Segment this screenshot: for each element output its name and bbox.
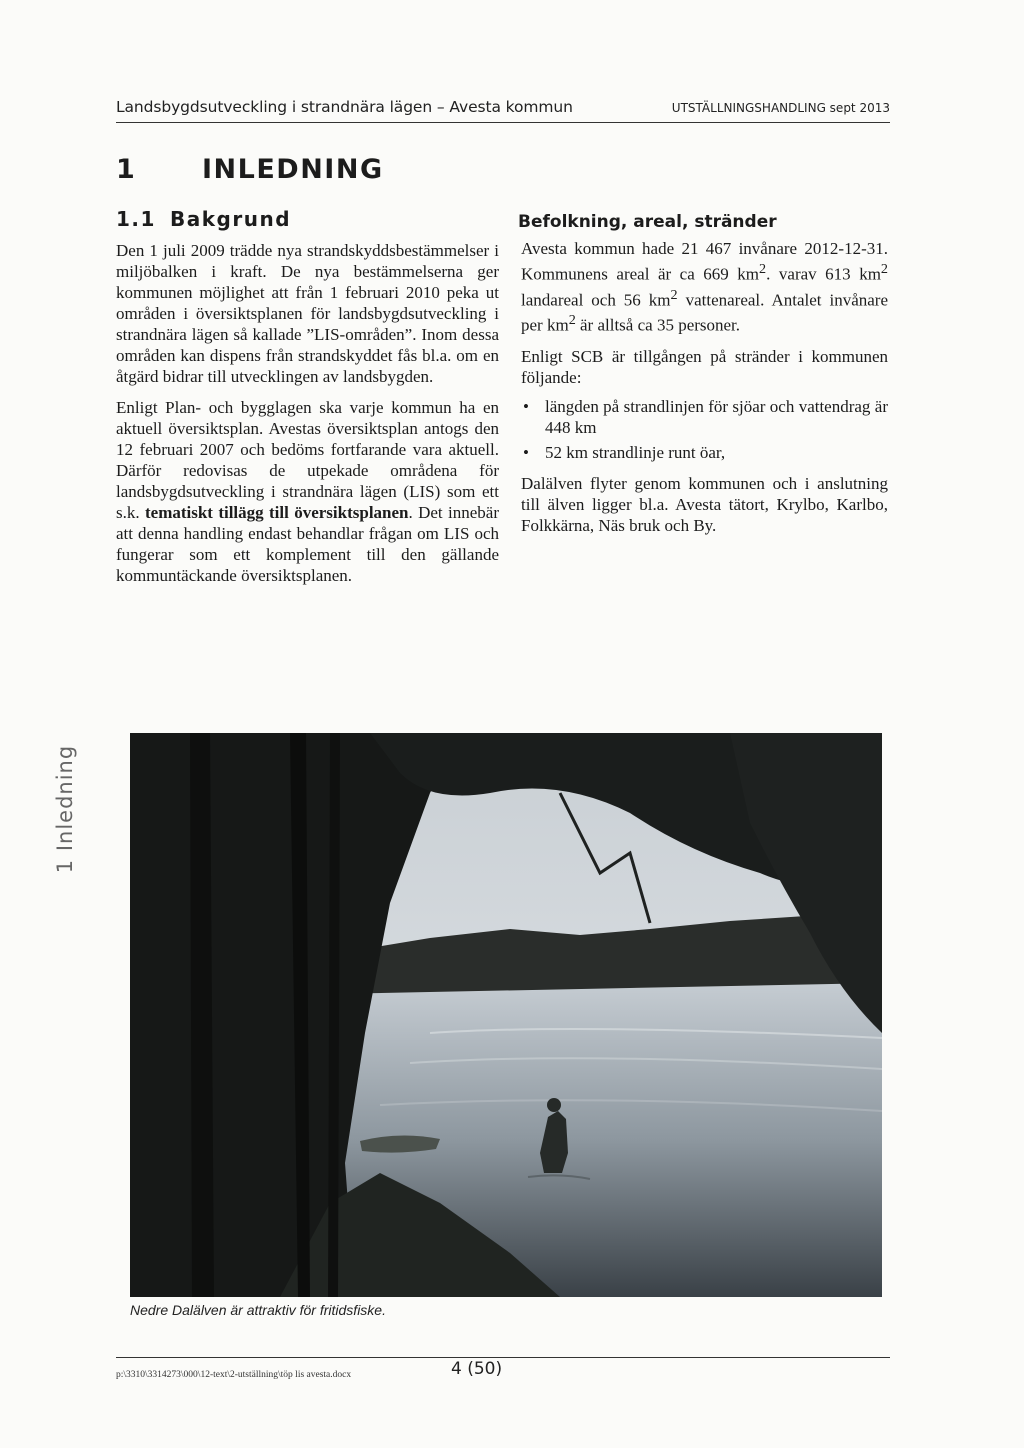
dalalven-paragraph: Dalälven flyter genom kommunen och i anslutning till älven ligger bl.a. Avesta tätort, Krylbo, Karlbo, Folkkärna, Näs bruk och By. [521,473,888,535]
section-heading [116,207,291,231]
superscript-2: 2 [670,286,678,303]
paragraph-2-emphasis: tematiskt tillägg till översiktsplanen [144,503,409,522]
population-text-a: Avesta kommun hade 21 467 invånare 2012-12-31. Kommunens areal är ca 669 km [521,239,888,284]
list-item-text: längden på strandlinjen för sjöar och vattendrag är 448 km [545,396,888,437]
section-title: Bakgrund [170,207,292,231]
chapter-number: 1 [116,154,137,185]
paragraph-2-text-b: . Det innebär att denna handling endast behandlar frågan om LIS och fungerar som ett komplement till den gällande kommuntäckande översiktsplanen. [116,503,499,585]
superscript-2: 2 [880,261,888,277]
list-item [523,442,888,463]
background-paragraph-2 [116,397,499,586]
population-text-b: . varav 613 km [766,264,881,284]
river-photo [130,733,882,1297]
left-column [116,240,499,596]
list-item [523,396,888,438]
page-number: 4 (50) [451,1359,503,1379]
population-text-c: landareal och 56 km [521,290,671,310]
footer-file-path: p:\3310\3314273\000\12-text\2-utställning\töp lis avesta.docx [116,1370,352,1380]
superscript-2: 2 [568,312,576,329]
bullet-icon: • [523,396,529,416]
chapter-heading [116,154,384,185]
population-heading: Befolkning, areal, stränder [518,212,777,232]
bullet-icon: • [523,442,529,462]
background-paragraph-1: Den 1 juli 2009 trädde nya strandskyddsbestämmelser i miljöbalken i kraft. De nya bestämmelserna ger kommunen möjlighet att från 1 februari 2010 peka ut områden i översiktsplanen för landsbygdsutveckling i strandnära lägen så kallade ”LIS-områden”. Inom dessa områden kan dispens från strandskyddet fås bl.a. om en åtgärd bidrar till utvecklingen av landsbygden. [116,241,499,386]
population-paragraph [521,238,888,336]
shores-intro: Enligt SCB är tillgången på stränder i kommunen följande: [521,346,888,387]
right-column [521,238,888,546]
photo-caption: Nedre Dalälven är attraktiv för fritidsfiske. [130,1302,386,1318]
list-item-text: 52 km strandlinje runt öar, [545,442,726,462]
paragraph-2-text-a: Enligt Plan- och bygglagen ska varje kommun ha en aktuell översiktsplan. Avestas översiktsplan antogs den 12 februari 2007 och bedöms fortfarande vara aktuell. Därför redovisas de utpekade områdena för landsbygdsutveckling i strandnära lägen (LIS) som ett s.k. [116,398,499,522]
side-chapter-label: 1 Inledning [53,744,77,874]
section-number: 1.1 [116,207,156,231]
side-chapter-tab [50,724,80,894]
header-edition: UTSTÄLLNINGSHANDLING sept 2013 [671,101,890,115]
page-header [116,96,890,123]
population-text-e: är alltså ca 35 personer. [575,315,741,335]
header-document-title: Landsbygdsutveckling i strandnära lägen – Avesta kommun [116,98,573,116]
chapter-title: INLEDNING [202,154,384,185]
footer-divider [116,1357,890,1358]
superscript-2: 2 [759,261,767,277]
shores-list [521,396,888,463]
population-text-d: vattenareal. Antalet invånare per km [521,290,888,335]
